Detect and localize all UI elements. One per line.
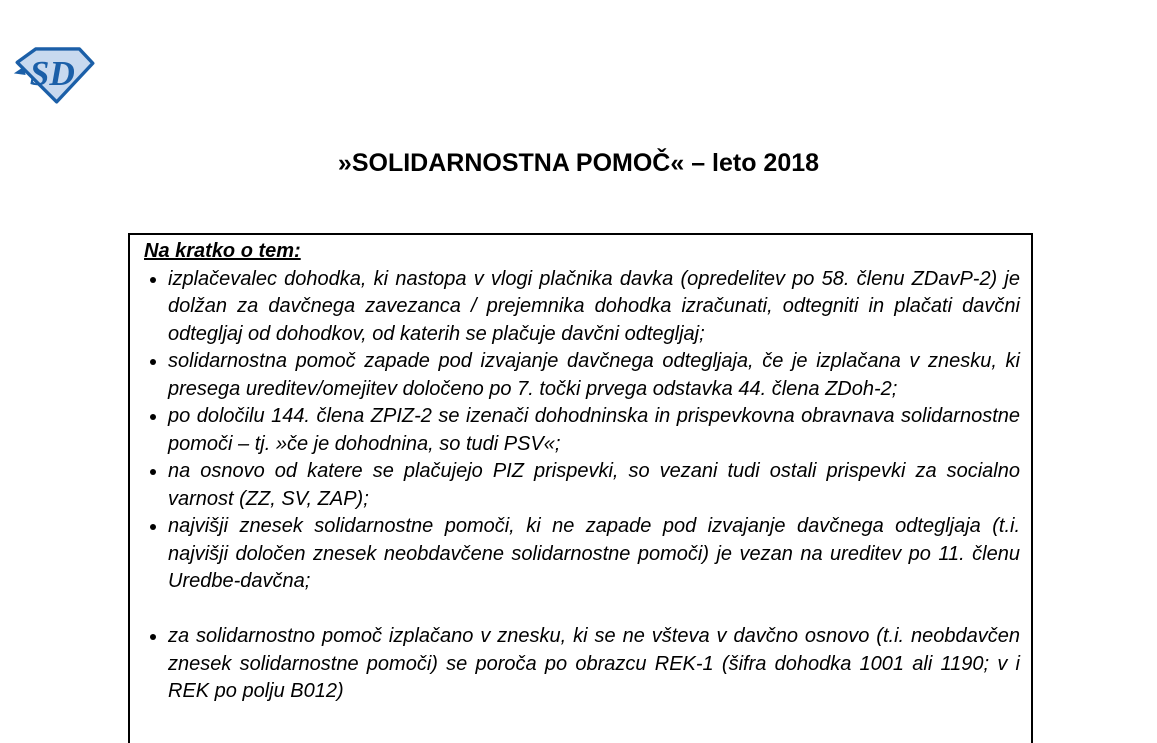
bullet-item: • solidarnostna pomoč zapade pod izvajanje davčnega odtegljaja, če je izplačana v znesku, ki presega ureditev/omejitev določeno po 7. točki prvega odstavka 44. člena ZDoh-2;	[168, 348, 1020, 403]
logo-letters: SD	[29, 54, 75, 94]
bullet-item: • po določilu 144. člena ZPIZ-2 se izenači dohodninska in prispevkovna obravnava solidarnostne pomoči – tj. »če je dohodnina, so tudi PSV«;	[168, 403, 1020, 458]
bullet-item: • za solidarnostno pomoč izplačano v znesku, ki se ne všteva v davčno osnovo (t.i. neobdavčen znesek solidarnostne pomoči) se poroča po obrazcu REK-1 (šifra dohodka 1001 ali 1190; v i REK po polju B012)	[168, 623, 1020, 706]
bullet-item: • izplačevalec dohodka, ki nastopa v vlogi plačnika davka (opredelitev po 58. členu ZDavP-2) je dolžan za davčnega zavezanca / prejemnika dohodka izračunati, odtegniti in plačati davčni odtegljaj od dohodkov, od katerih se plačuje davčni odtegljaj;	[168, 266, 1020, 349]
bullet-list	[144, 266, 1020, 706]
logo-left-wing	[14, 67, 26, 75]
bullet-item: • na osnovo od katere se plačujejo PIZ prispevki, so vezani tudi ostali prispevki za socialno varnost (ZZ, SV, ZAP);	[168, 458, 1020, 513]
page-title: »SOLIDARNOSTNA POMOČ« – leto 2018	[337, 149, 820, 177]
bullet-item: • najvišji znesek solidarnostne pomoči, ki ne zapade pod izvajanje davčnega odtegljaja (t.i. najvišji določen znesek neobdavčene solidarnostne pomoči) je vezan na ureditev po 11. členu Uredbe-davčna;	[168, 513, 1020, 596]
summary-box	[128, 233, 1033, 743]
box-heading: Na kratko o tem:	[144, 240, 301, 262]
sd-shield-logo-icon	[13, 44, 97, 106]
